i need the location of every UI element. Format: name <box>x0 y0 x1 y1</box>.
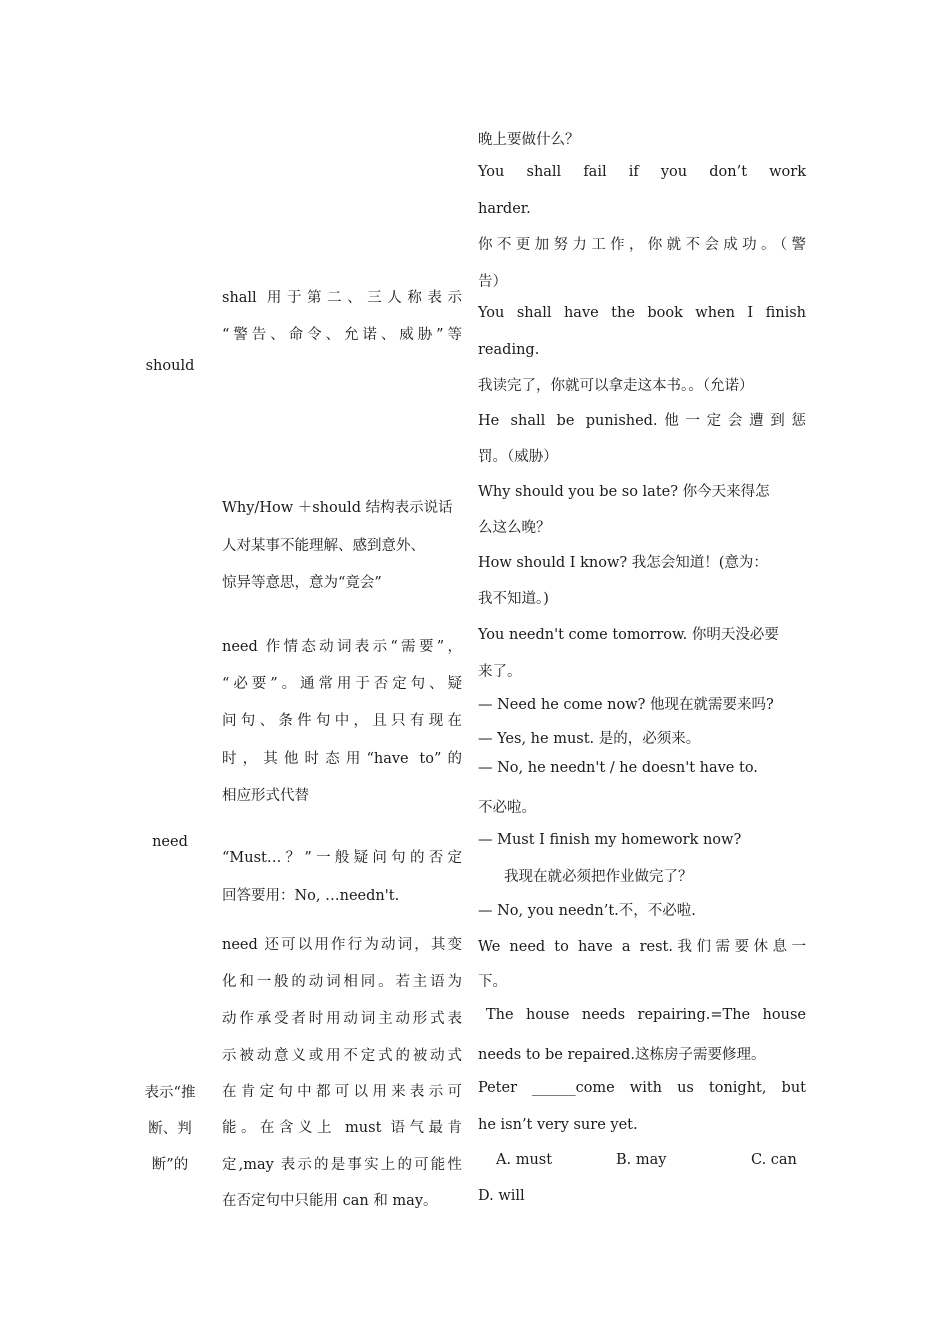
need-verb-line-3: 动作承受者时用动词主动形式表 <box>222 1011 462 1027</box>
modal-need-label: need <box>152 834 188 850</box>
why-how-usage-line-2: 人对某事不能理解、感到意外、 <box>222 538 425 554</box>
example-line: Why should you be so late? 你今天来得怎 <box>478 484 770 500</box>
example-line: 么这么晚？ <box>478 520 551 536</box>
example-line: The house needs repairing.=The house <box>486 1007 806 1023</box>
option-a: A. must <box>496 1152 553 1168</box>
need-usage-line-2: “必要”。通常用于否定句、疑 <box>222 676 462 692</box>
possibility-line-1: 在肯定句中都可以用来表示可 <box>222 1084 462 1100</box>
example-line: — No, you needn’t.不，不必啦. <box>478 903 696 919</box>
inference-label-line-1: 表示“推 <box>144 1085 196 1101</box>
example-line: harder. <box>478 201 531 217</box>
modal-should-label: should <box>145 358 195 374</box>
possibility-line-2: 能。在含义上 must 语气最肯 <box>222 1120 462 1136</box>
need-usage-line-1: need 作情态动词表示“需要”， <box>222 639 462 655</box>
possibility-line-4: 在否定句中只能用 can 和 may。 <box>222 1193 438 1209</box>
example-line: — Must I finish my homework now? <box>478 832 742 848</box>
example-line: reading. <box>478 342 540 358</box>
exercise-question-line-2: he isn’t very sure yet. <box>478 1117 638 1133</box>
why-how-usage-line-3: 惊异等意思，意为“竟会” <box>222 575 382 591</box>
example-line: 来了。 <box>478 664 522 680</box>
example-line: We need to have a rest.我们需要休息一 <box>478 939 806 955</box>
example-line: How should I know? 我怎会知道！(意为： <box>478 555 768 571</box>
option-c: C. can <box>751 1152 797 1168</box>
possibility-line-3: 定,may 表示的是事实上的可能性 <box>222 1157 462 1173</box>
example-line: 我不知道。) <box>478 591 549 607</box>
example-line: — Need he come now? 他现在就需要来吗? <box>478 697 774 713</box>
need-usage-line-3: 问句、条件句中，且只有现在 <box>222 713 462 729</box>
example-line: — Yes, he must. 是的，必须来。 <box>478 731 701 747</box>
example-line: You shall fail if you don’t work <box>478 164 806 180</box>
example-line: 我读完了，你就可以拿走这本书。。（允诺） <box>478 378 754 394</box>
example-line: 告） <box>478 274 507 290</box>
option-d: D. will <box>478 1188 525 1204</box>
shall-usage-line-2: “警告、命令、允诺、威胁”等 <box>222 327 462 343</box>
exercise-question-line-1: Peter ______come with us tonight, but <box>478 1080 806 1096</box>
example-line: 罚。（威胁） <box>478 449 558 465</box>
example-line: 不必啦。 <box>478 800 536 816</box>
need-verb-line-2: 化和一般的动词相同。若主语为 <box>222 974 462 990</box>
must-answer-line-2: 回答要用：No, …needn't. <box>222 888 400 904</box>
example-line: You shall have the book when I finish <box>478 305 806 321</box>
shall-usage-line-1: shall 用于第二、三人称表示 <box>222 290 462 306</box>
example-line: — No, he needn't / he doesn't have to. <box>478 760 758 776</box>
need-verb-line-1: need 还可以用作行为动词，其变 <box>222 937 462 953</box>
example-line: needs to be repaired.这栋房子需要修理。 <box>478 1047 766 1063</box>
example-line: 晚上要做什么？ <box>478 132 580 148</box>
inference-label-line-3: 断”的 <box>151 1157 189 1173</box>
example-line: 我现在就必须把作业做完了？ <box>504 869 693 885</box>
must-answer-line-1: “Must…？”一般疑问句的否定 <box>222 850 462 866</box>
why-how-usage-line-1: Why/How ＋should 结构表示说话 <box>222 500 453 516</box>
example-line: 你不更加努力工作，你就不会成功。（警 <box>478 237 806 253</box>
need-verb-line-4: 示被动意义或用不定式的被动式 <box>222 1048 462 1064</box>
need-usage-line-4: 时，其他时态用“have to”的 <box>222 751 462 767</box>
inference-label-line-2: 断、判 <box>148 1121 192 1137</box>
example-line: He shall be punished.他一定会遭到惩 <box>478 413 806 429</box>
option-b: B. may <box>616 1152 667 1168</box>
example-line: 下。 <box>478 974 507 990</box>
example-line: You needn't come tomorrow. 你明天没必要 <box>478 627 779 643</box>
need-usage-line-5: 相应形式代替 <box>222 788 309 804</box>
